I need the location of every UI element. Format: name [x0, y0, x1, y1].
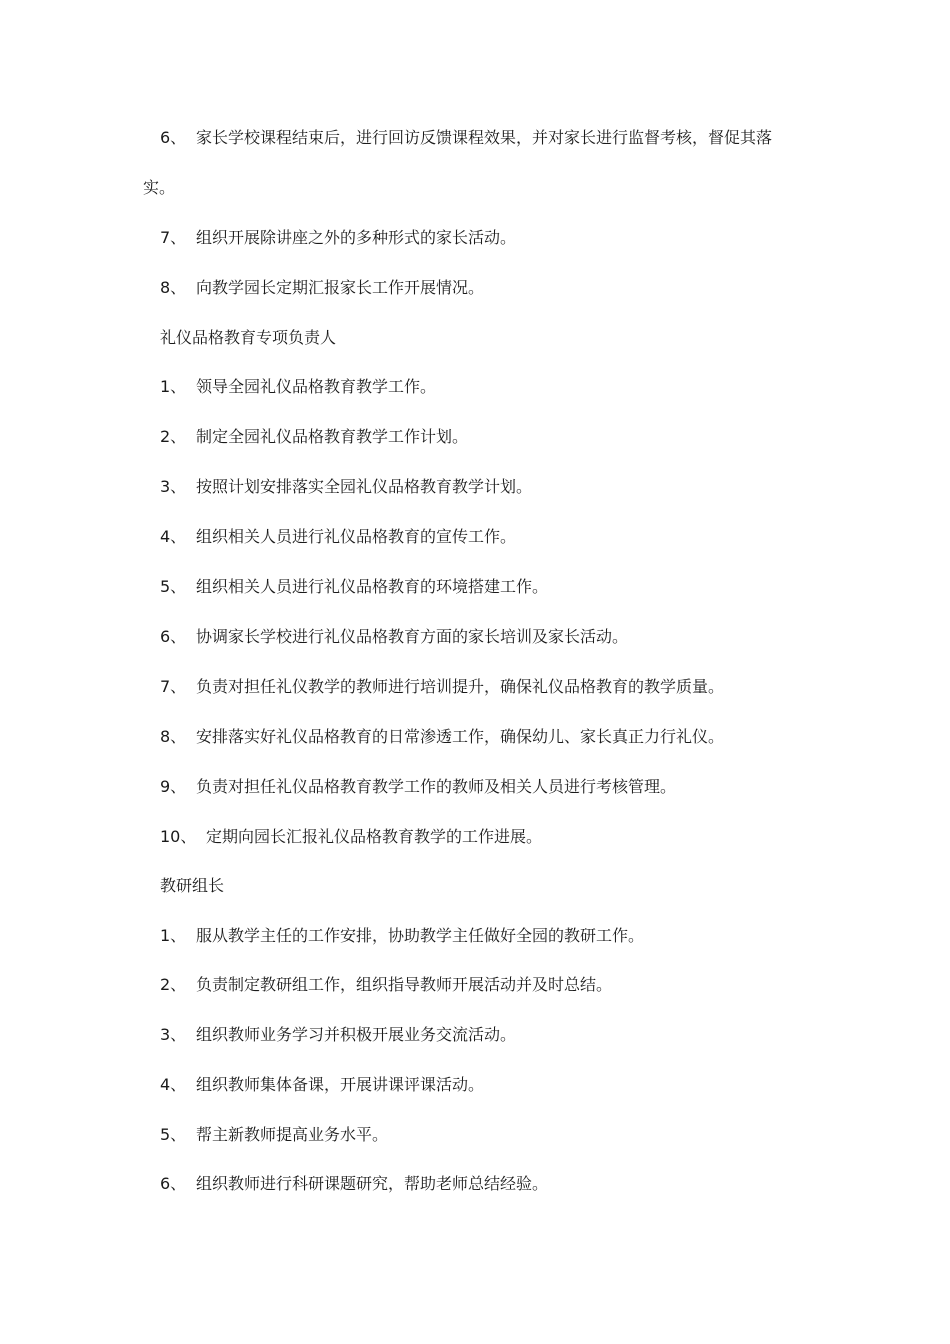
item-text: 负责对担任礼仪教学的教师进行培训提升，确保礼仪品格教育的教学质量。: [196, 677, 725, 696]
item-continuation: 实。: [143, 178, 176, 197]
item-text: 负责制定教研组工作，组织指导教师开展活动并及时总结。: [196, 975, 613, 994]
item-text: 负责对担任礼仪品格教育教学工作的教师及相关人员进行考核管理。: [196, 777, 677, 796]
item-number: 2、: [160, 975, 187, 994]
item-number: 2、: [160, 427, 187, 446]
section-heading: 礼仪品格教育专项负责人: [160, 328, 337, 347]
item-text: 协调家长学校进行礼仪品格教育方面的家长培训及家长活动。: [196, 627, 629, 646]
item-text: 按照计划安排落实全园礼仪品格教育教学计划。: [196, 477, 533, 496]
item-number: 8、: [160, 727, 187, 746]
item-text: 安排落实好礼仪品格教育的日常渗透工作，确保幼儿、家长真正力行礼仪。: [196, 727, 725, 746]
item-text: 向教学园长定期汇报家长工作开展情况。: [196, 278, 485, 297]
item-number: 5、: [160, 577, 187, 596]
item-number: 5、: [160, 1125, 187, 1144]
item-text: 领导全园礼仪品格教育教学工作。: [196, 377, 437, 396]
item-number: 10、: [160, 827, 197, 846]
item-number: 9、: [160, 777, 187, 796]
item-number: 3、: [160, 1025, 187, 1044]
item-text: 家长学校课程结束后，进行回访反馈课程效果，并对家长进行监督考核，督促其落: [196, 128, 773, 147]
item-number: 6、: [160, 128, 187, 147]
item-number: 7、: [160, 677, 187, 696]
item-number: 4、: [160, 1075, 187, 1094]
item-number: 4、: [160, 527, 187, 546]
item-text: 组织开展除讲座之外的多种形式的家长活动。: [196, 228, 517, 247]
item-number: 8、: [160, 278, 187, 297]
item-text: 组织教师进行科研课题研究，帮助老师总结经验。: [196, 1174, 549, 1193]
item-text: 帮主新教师提高业务水平。: [196, 1125, 389, 1144]
item-text: 组织教师集体备课，开展讲课评课活动。: [196, 1075, 485, 1094]
item-number: 6、: [160, 627, 187, 646]
item-number: 1、: [160, 926, 187, 945]
section-heading: 教研组长: [160, 876, 225, 895]
item-text: 定期向园长汇报礼仪品格教育教学的工作进展。: [206, 827, 543, 846]
item-number: 3、: [160, 477, 187, 496]
item-number: 7、: [160, 228, 187, 247]
item-number: 1、: [160, 377, 187, 396]
item-text: 组织相关人员进行礼仪品格教育的环境搭建工作。: [196, 577, 549, 596]
item-text: 制定全园礼仪品格教育教学工作计划。: [196, 427, 469, 446]
item-number: 6、: [160, 1174, 187, 1193]
item-text: 服从教学主任的工作安排，协助教学主任做好全园的教研工作。: [196, 926, 645, 945]
item-text: 组织相关人员进行礼仪品格教育的宣传工作。: [196, 527, 517, 546]
item-text: 组织教师业务学习并积极开展业务交流活动。: [196, 1025, 517, 1044]
